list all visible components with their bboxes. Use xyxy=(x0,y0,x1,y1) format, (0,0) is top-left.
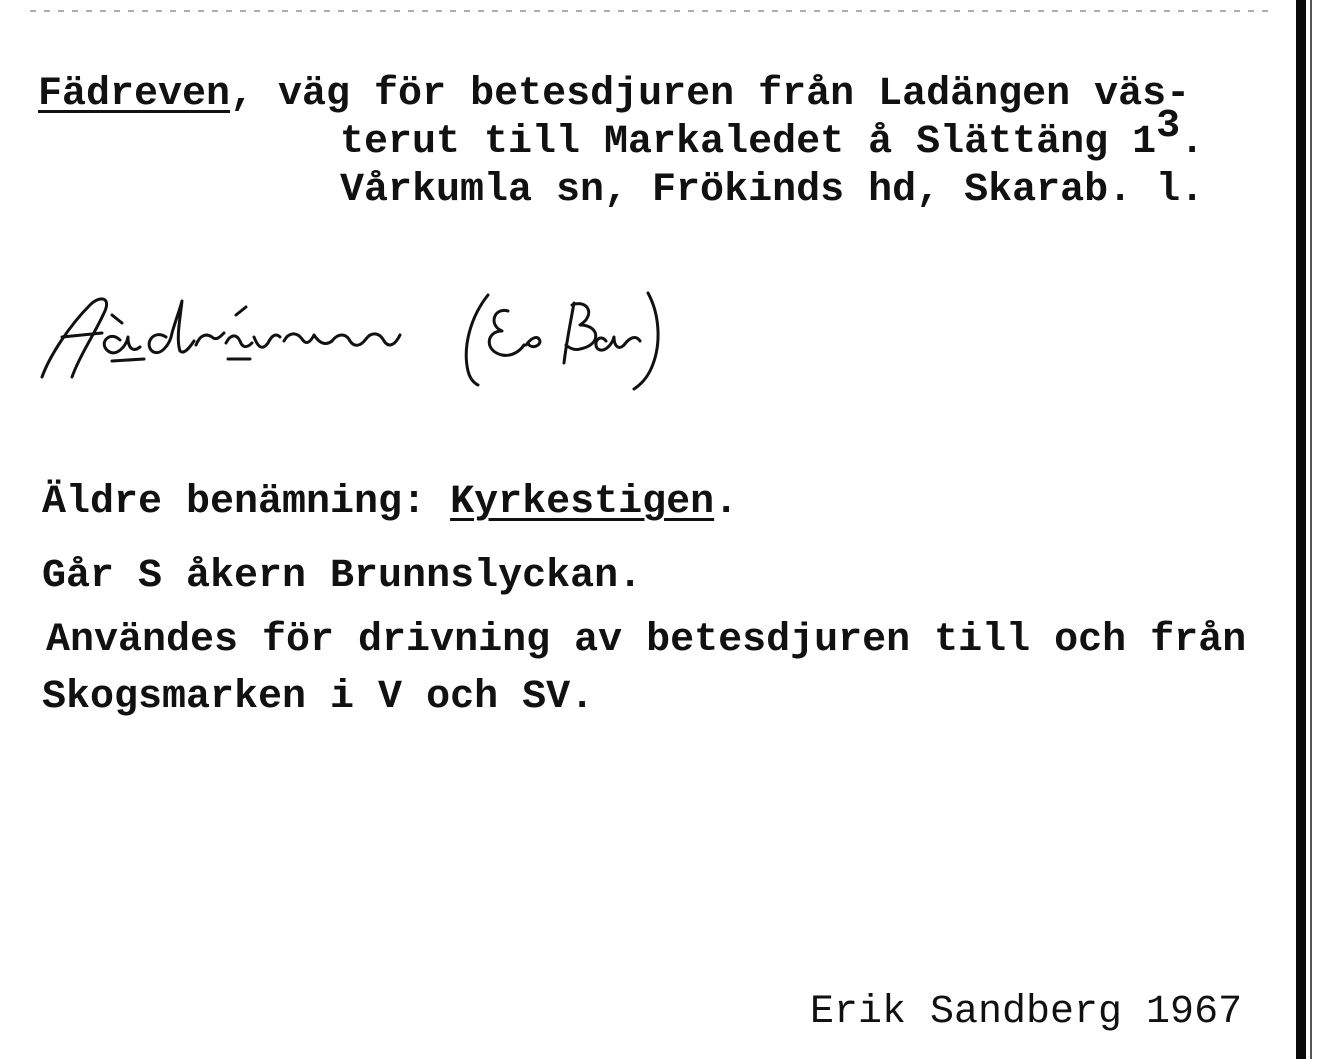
entry-line-2-post: å Slättäng 1 xyxy=(844,120,1157,165)
location-line: Går S åkern Brunnslyckan. xyxy=(42,554,643,599)
older-name-end: . xyxy=(714,480,739,525)
card-right-edge-thin xyxy=(1310,0,1312,1059)
entry-definition-start: , väg för betesdjuren från Ladängen väs- xyxy=(230,72,1191,117)
entry-place-name: Markaledet xyxy=(604,120,845,165)
entry-line-2-end: . xyxy=(1180,120,1205,165)
entry-term: Fädreven xyxy=(38,72,231,117)
older-name-line xyxy=(42,480,738,526)
author-signature: Erik Sandberg 1967 xyxy=(810,990,1243,1035)
older-name-value: Kyrkestigen xyxy=(450,480,715,525)
card-right-edge xyxy=(1296,0,1306,1059)
handwritten-annotation xyxy=(40,285,680,405)
entry-superscript: 3 xyxy=(1156,104,1181,149)
entry-line-3: Vårkumla sn, Frökinds hd, Skarab. l. xyxy=(340,168,1205,213)
usage-line-2: Skogsmarken i V och SV. xyxy=(42,675,595,720)
usage-line-1: Användes för drivning av betesdjuren till och från xyxy=(46,618,1247,663)
entry-line-1 xyxy=(38,72,1190,118)
entry-line-2 xyxy=(340,104,1205,166)
card-top-edge xyxy=(30,10,1270,12)
entry-line-2-pre: terut till xyxy=(340,120,605,165)
older-name-label: Äldre benämning: xyxy=(42,480,451,525)
